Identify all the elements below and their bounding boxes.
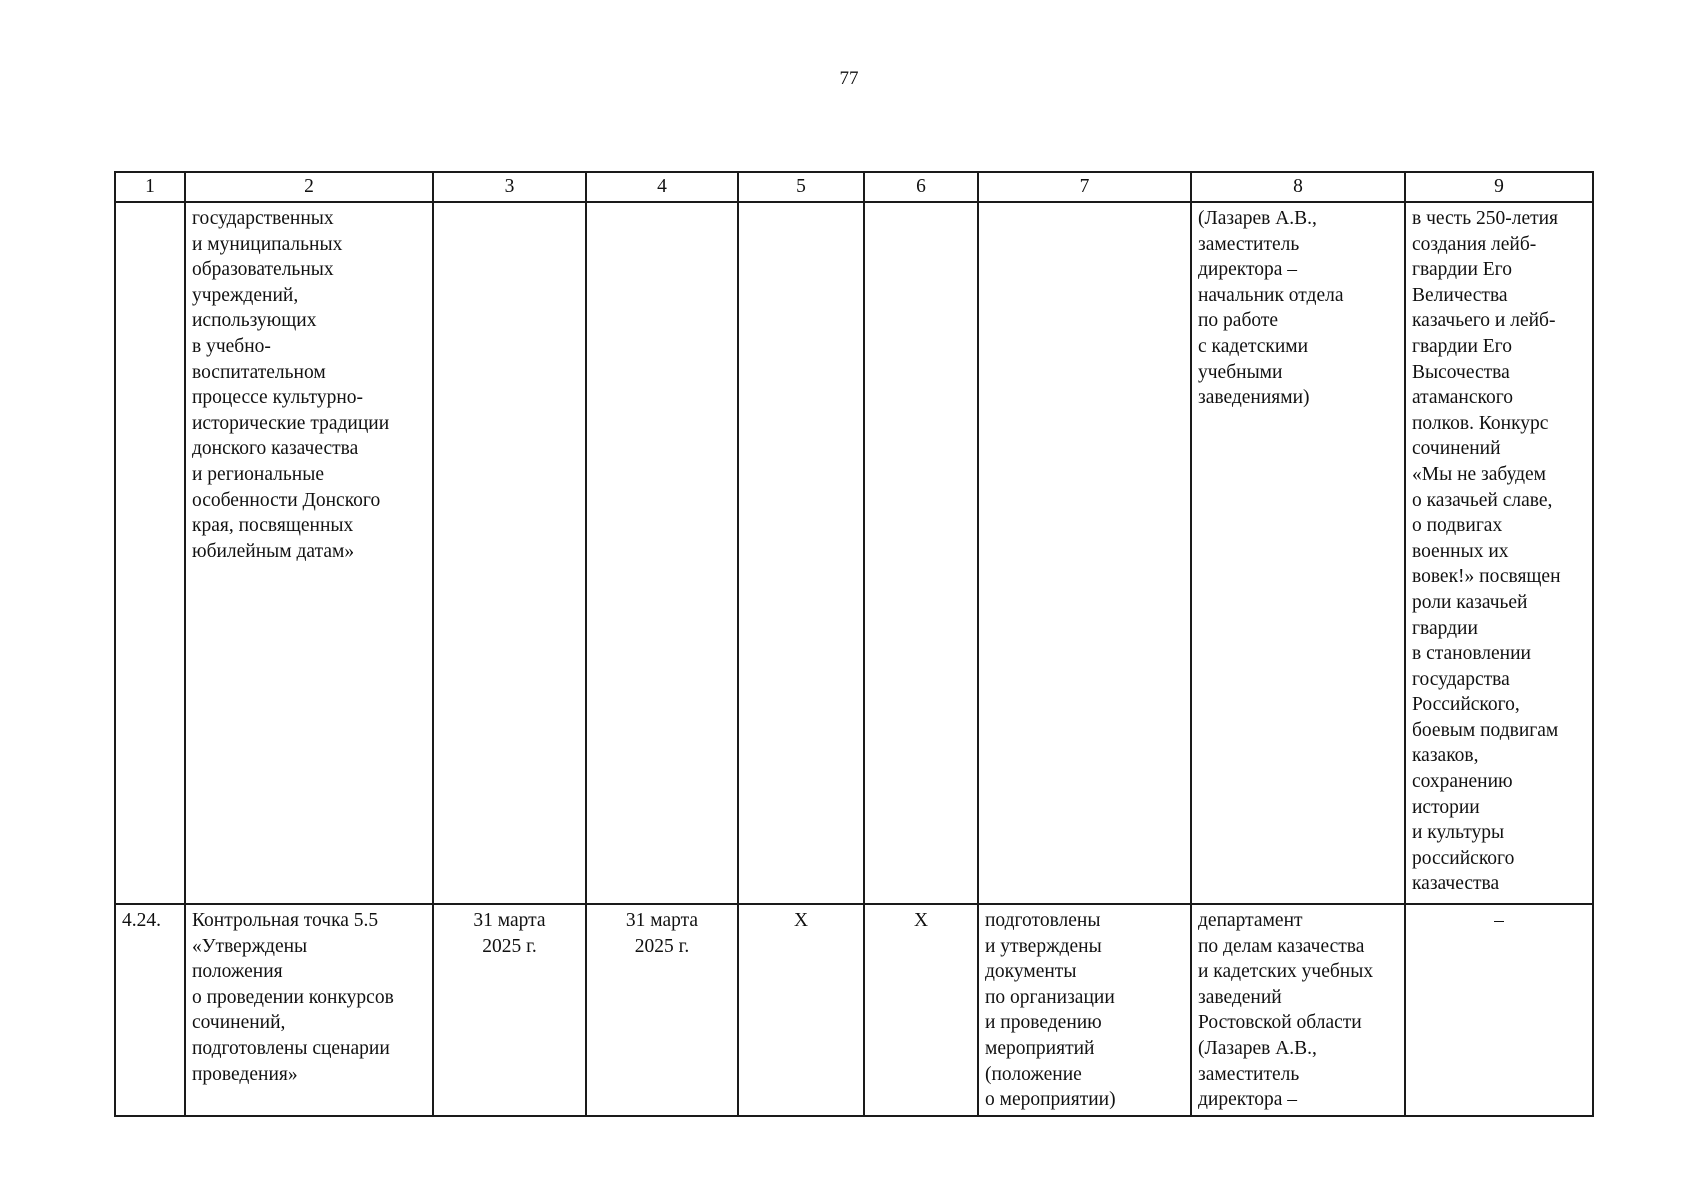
table-header-row bbox=[115, 172, 1593, 202]
cell-number bbox=[115, 202, 185, 904]
cell-responsible: (Лазарев А.В., заместитель директора – начальник отдела по работе с кадетскими учебными заведениями) bbox=[1191, 202, 1405, 904]
cell-responsible: департамент по делам казачества и кадетских учебных заведений Ростовской области (Лазарев А.В., заместитель директора – bbox=[1191, 904, 1405, 1116]
column-header-3: 3 bbox=[433, 172, 586, 202]
cell-event-name: Контрольная точка 5.5 «Утверждены положения о проведении конкурсов сочинений, подготовлены сценарии проведения» bbox=[185, 904, 433, 1116]
cell-number: 4.24. bbox=[115, 904, 185, 1116]
cell-result bbox=[978, 202, 1191, 904]
column-header-4: 4 bbox=[586, 172, 738, 202]
column-header-6: 6 bbox=[864, 172, 978, 202]
table-row bbox=[115, 904, 1593, 1116]
cell-start-date bbox=[433, 202, 586, 904]
column-header-9: 9 bbox=[1405, 172, 1593, 202]
cell-description: в честь 250-летия создания лейб- гвардии Его Величества казачьего и лейб- гвардии Его Высочества атаманского полков. Конкурс сочинений «Мы не забудем о казачьей славе, о подвигах военных их вовек!» посвящен роли казачьей гвардии в становлении государства Российского, боевым подвигам казаков, сохранению истории и культуры российского казачества bbox=[1405, 202, 1593, 904]
cell-col5: X bbox=[738, 904, 864, 1116]
column-header-1: 1 bbox=[115, 172, 185, 202]
cell-col6: X bbox=[864, 904, 978, 1116]
cell-col6 bbox=[864, 202, 978, 904]
cell-col5 bbox=[738, 202, 864, 904]
page-number: 77 bbox=[839, 68, 859, 89]
column-header-5: 5 bbox=[738, 172, 864, 202]
cell-start-date: 31 марта 2025 г. bbox=[433, 904, 586, 1116]
column-header-7: 7 bbox=[978, 172, 1191, 202]
cell-result: подготовлены и утверждены документы по организации и проведению мероприятий (положение о мероприятии) bbox=[978, 904, 1191, 1116]
cell-end-date: 31 марта 2025 г. bbox=[586, 904, 738, 1116]
column-header-8: 8 bbox=[1191, 172, 1405, 202]
cell-description: – bbox=[1405, 904, 1593, 1116]
cell-event-name: государственных и муниципальных образовательных учреждений, использующих в учебно- воспитательном процессе культурно- исторические традиции донского казачества и региональные особенности Донского края, посвященных юбилейным датам» bbox=[185, 202, 433, 904]
column-header-2: 2 bbox=[185, 172, 433, 202]
cell-end-date bbox=[586, 202, 738, 904]
plan-table bbox=[114, 171, 1594, 1117]
table-row bbox=[115, 202, 1593, 904]
